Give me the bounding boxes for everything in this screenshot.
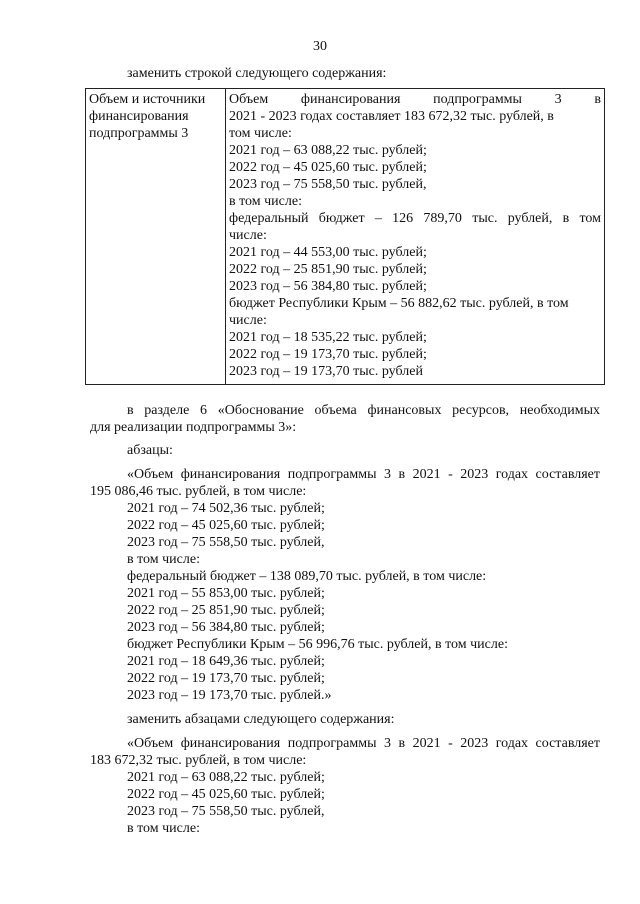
- old-text-line: 2022 год – 25 851,90 тыс. рублей;: [127, 603, 325, 618]
- old-text-line: 2021 год – 74 502,36 тыс. рублей;: [127, 501, 325, 516]
- table-value-line: в том числе:: [229, 194, 302, 209]
- old-text-line: 195 086,46 тыс. рублей, в том числе:: [90, 484, 307, 499]
- intro-text: заменить строкой следующего содержания:: [127, 66, 387, 81]
- table-value-line: том числе:: [229, 126, 292, 141]
- new-text-line: в том числе:: [127, 821, 200, 836]
- new-text-line: 2021 год – 63 088,22 тыс. рублей;: [127, 770, 325, 785]
- old-text-line: 2023 год – 75 558,50 тыс. рублей,: [127, 535, 325, 550]
- table-value-line: 2022 год – 45 025,60 тыс. рублей;: [229, 160, 427, 175]
- old-text-line: 2021 год – 18 649,36 тыс. рублей;: [127, 654, 325, 669]
- financing-table: [85, 88, 605, 385]
- table-value-line: федеральный бюджет – 126 789,70 тыс. рублей, в том: [229, 211, 601, 226]
- new-text-line: «Объем финансирования подпрограммы 3 в 2021 - 2023 годах составляет: [127, 736, 600, 751]
- page-number: 30: [313, 39, 327, 54]
- old-text-line: 2022 год – 19 173,70 тыс. рублей;: [127, 671, 325, 686]
- section-heading-line: в разделе 6 «Обоснование объема финансовых ресурсов, необходимых: [127, 403, 600, 418]
- table-value-line: 2021 год – 18 535,22 тыс. рублей;: [229, 330, 427, 345]
- table-label-cell: [86, 89, 226, 385]
- table-value-line: числе:: [229, 313, 267, 328]
- table-value-line: 2021 - 2023 годах составляет 183 672,32 тыс. рублей, в: [229, 109, 554, 124]
- table-value-line: 2021 год – 44 553,00 тыс. рублей;: [229, 245, 427, 260]
- table-value-line: числе:: [229, 228, 267, 243]
- table-value-line: 2023 год – 75 558,50 тыс. рублей,: [229, 177, 427, 192]
- paragraphs-label: абзацы:: [127, 443, 173, 458]
- table-value-line: 2022 год – 25 851,90 тыс. рублей;: [229, 262, 427, 277]
- old-text-line: 2023 год – 19 173,70 тыс. рублей.»: [127, 688, 332, 703]
- table-value-line: Объем финансирования подпрограммы 3 в: [229, 92, 601, 107]
- table-value-line: 2022 год – 19 173,70 тыс. рублей;: [229, 347, 427, 362]
- table-value-line: 2021 год – 63 088,22 тыс. рублей;: [229, 143, 427, 158]
- section-heading-line: для реализации подпрограммы 3»:: [90, 420, 297, 435]
- table-value-line: 2023 год – 56 384,80 тыс. рублей;: [229, 279, 427, 294]
- replace-label: заменить абзацами следующего содержания:: [127, 712, 395, 727]
- old-text-line: федеральный бюджет – 138 089,70 тыс. рублей, в том числе:: [127, 569, 487, 584]
- old-text-line: 2023 год – 56 384,80 тыс. рублей;: [127, 620, 325, 635]
- table-label-line: подпрограммы 3: [89, 126, 189, 141]
- old-text-line: бюджет Республики Крым – 56 996,76 тыс. рублей, в том числе:: [127, 637, 508, 652]
- table-label-line: финансирования: [89, 109, 189, 124]
- new-text-line: 2022 год – 45 025,60 тыс. рублей;: [127, 787, 325, 802]
- old-text-line: 2022 год – 45 025,60 тыс. рублей;: [127, 518, 325, 533]
- old-text-line: «Объем финансирования подпрограммы 3 в 2021 - 2023 годах составляет: [127, 467, 600, 482]
- table-row: [86, 89, 605, 385]
- old-text-line: 2021 год – 55 853,00 тыс. рублей;: [127, 586, 325, 601]
- old-text-line: в том числе:: [127, 552, 200, 567]
- new-text-line: 183 672,32 тыс. рублей, в том числе:: [90, 753, 307, 768]
- table-value-line: бюджет Республики Крым – 56 882,62 тыс. рублей, в том: [229, 296, 569, 311]
- table-value-cell: [226, 89, 605, 385]
- table-label-line: Объем и источники: [89, 92, 206, 107]
- table-value-line: 2023 год – 19 173,70 тыс. рублей: [229, 364, 423, 379]
- new-text-line: 2023 год – 75 558,50 тыс. рублей,: [127, 804, 325, 819]
